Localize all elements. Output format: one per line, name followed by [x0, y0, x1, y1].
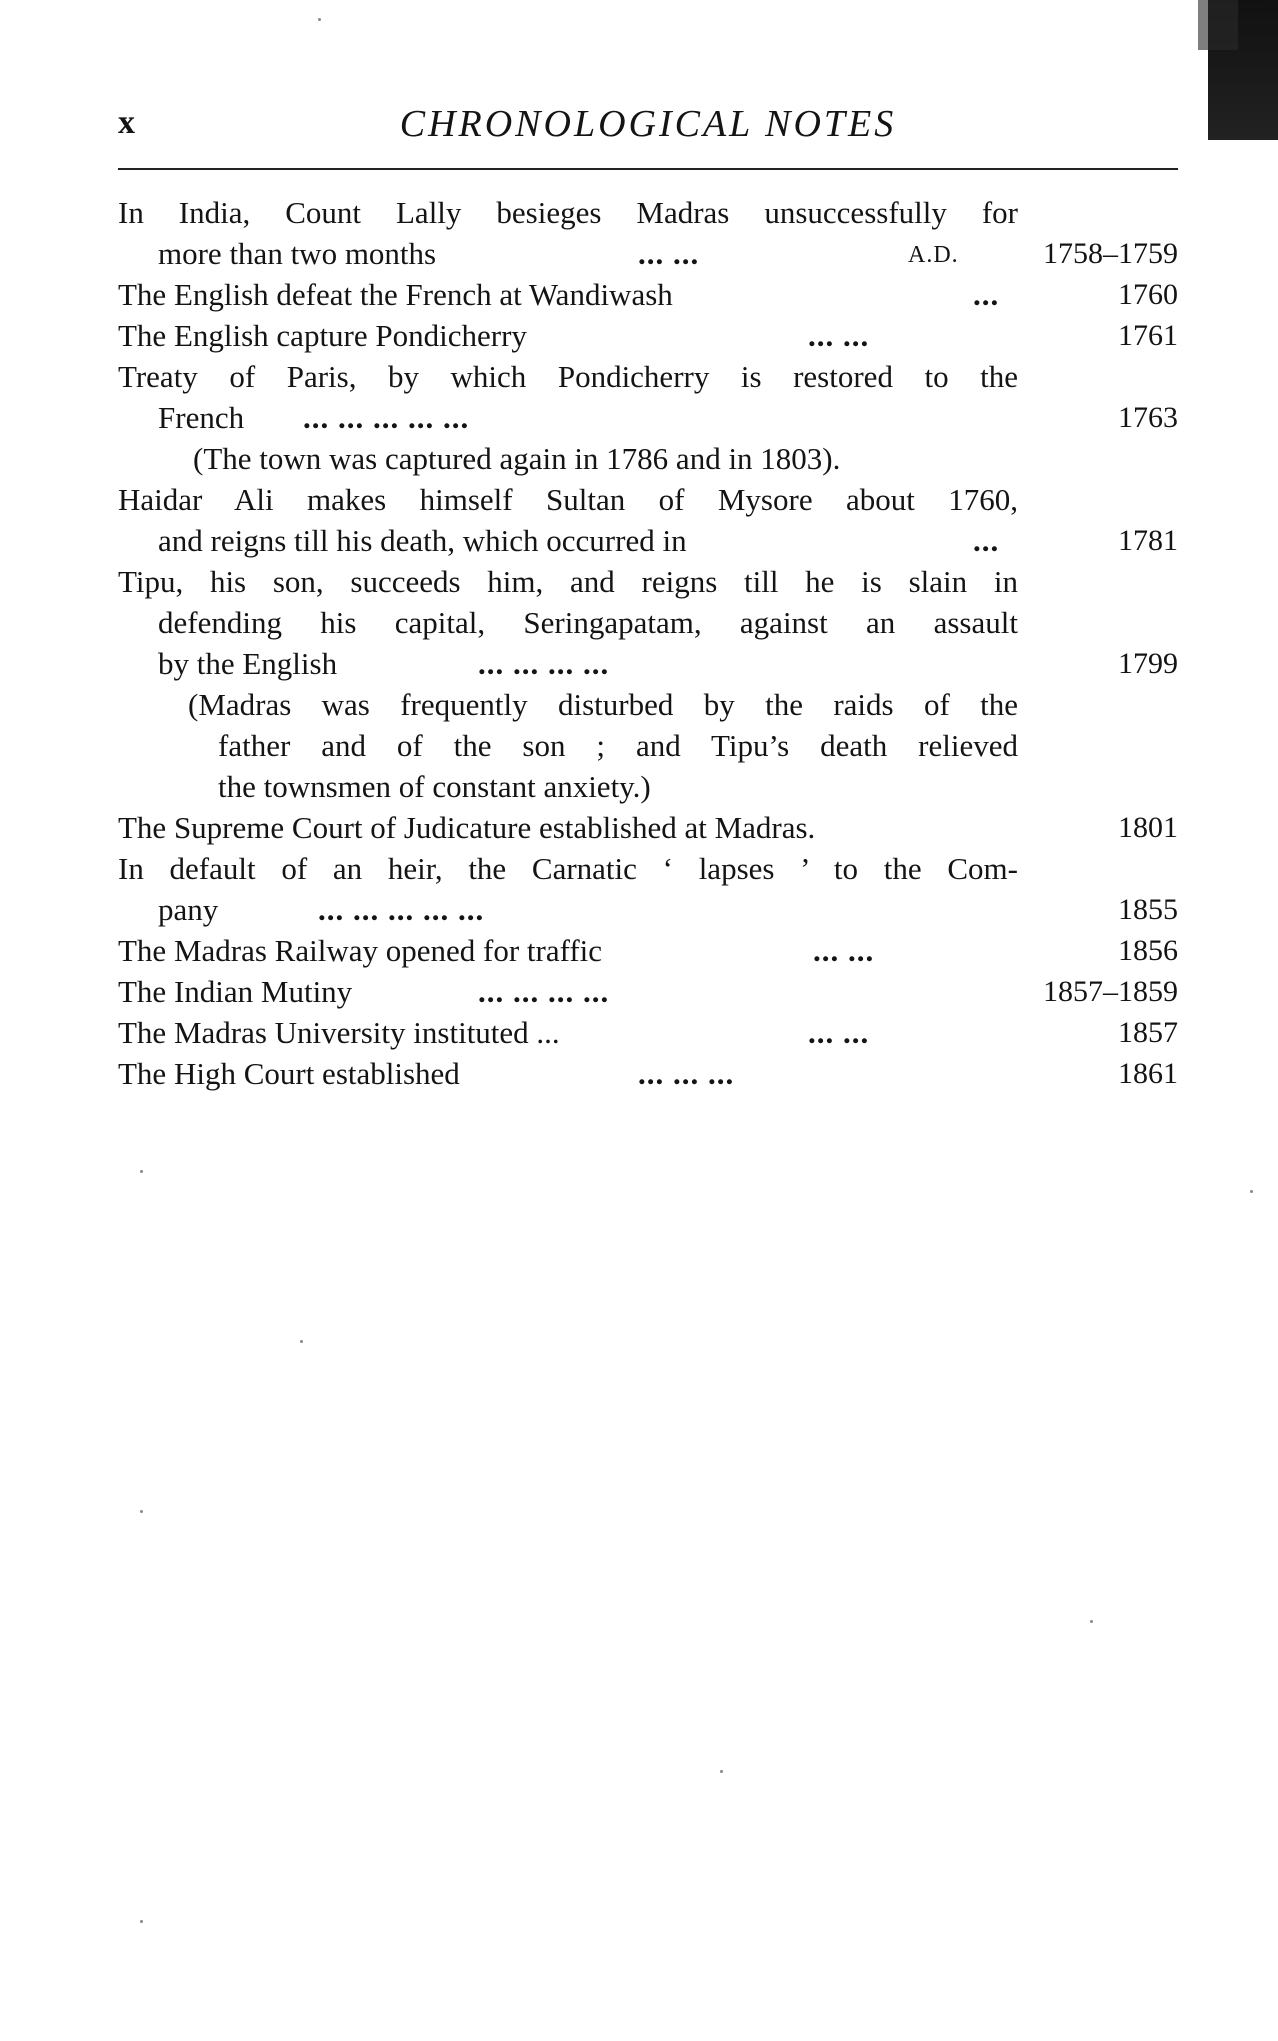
- chronology-entry: [118, 356, 1178, 438]
- entry-line: [118, 930, 1178, 971]
- chronology-entry: [118, 479, 1178, 561]
- entry-line: [118, 1012, 1178, 1053]
- chronology-entry: [118, 971, 1178, 1012]
- chronology-entry: [118, 274, 1178, 315]
- chronology-entry: [118, 848, 1178, 930]
- entry-year: 1760: [1118, 278, 1178, 311]
- scan-speck: [318, 18, 321, 21]
- entry-year: 1758–1759: [1043, 237, 1178, 270]
- entry-line: [118, 315, 1178, 356]
- entry-line: Haidar Ali makes himself Sultan of Mysore about 1760,: [118, 482, 1018, 517]
- scan-speck: [1090, 1620, 1093, 1623]
- dot-leader: ... ... ... ...: [478, 974, 610, 1009]
- dot-leader: ... ...: [808, 318, 870, 353]
- era-label: A.D.: [908, 242, 959, 268]
- entry-line-text: pany: [158, 892, 219, 927]
- running-title: CHRONOLOGICAL NOTES: [399, 103, 897, 145]
- chronology-list: [118, 192, 1178, 1094]
- page-header: [118, 98, 1178, 158]
- chronology-entry: [118, 807, 1178, 848]
- entry-line: [118, 643, 1178, 684]
- entry-line-text: The Supreme Court of Judicature established at Madras.: [118, 810, 816, 845]
- entry-year: 1763: [1118, 401, 1178, 434]
- scan-speck: [140, 1170, 143, 1173]
- page-number: x: [118, 104, 135, 141]
- note-line: (Madras was frequently disturbed by the raids of the: [188, 687, 1018, 722]
- entry-line-text: The Madras Railway opened for traffic: [118, 933, 603, 968]
- entry-line-text: The High Court established: [118, 1056, 460, 1091]
- entry-line-text: The English defeat the French at Wandiwash: [118, 277, 673, 312]
- entry-line: [118, 233, 1178, 274]
- entry-line: [118, 889, 1178, 930]
- entry-line: Tipu, his son, succeeds him, and reigns till he is slain in: [118, 564, 1018, 599]
- entry-line: defending his capital, Seringapatam, against an assault: [158, 605, 1018, 640]
- entry-line: [118, 971, 1178, 1012]
- chronology-entry: [118, 561, 1178, 684]
- entry-year: 1856: [1118, 934, 1178, 967]
- dot-leader: ... ... ... ... ...: [318, 892, 485, 927]
- entry-line-text: French: [158, 400, 245, 435]
- entry-line-text: The Indian Mutiny: [118, 974, 353, 1009]
- entry-line: [118, 1053, 1178, 1094]
- dot-leader: ...: [973, 523, 1000, 558]
- entry-line-text: The English capture Pondicherry: [118, 318, 527, 353]
- dot-leader: ...: [973, 277, 1000, 312]
- chronology-note: [118, 684, 1178, 807]
- scan-speck: [140, 1510, 143, 1513]
- note-line: father and of the son ; and Tipu’s death relieved: [218, 728, 1018, 763]
- entry-line: [118, 807, 1178, 848]
- chronology-entry: [118, 192, 1178, 274]
- entry-year: 1855: [1118, 893, 1178, 926]
- chronology-entry: [118, 1012, 1178, 1053]
- entry-line: [118, 520, 1178, 561]
- dot-leader: ... ... ... ...: [478, 646, 610, 681]
- entry-line-text: The Madras University instituted ...: [118, 1015, 560, 1050]
- header-rule: [118, 168, 1178, 170]
- entry-line-text: more than two months: [158, 236, 437, 271]
- chronology-entry: [118, 315, 1178, 356]
- entry-year: 1781: [1118, 524, 1178, 557]
- scan-speck: [1250, 1190, 1253, 1193]
- entry-year: 1801: [1118, 811, 1178, 844]
- dot-leader: ... ...: [808, 1015, 870, 1050]
- dot-leader: ... ...: [813, 933, 875, 968]
- entry-line: In India, Count Lally besieges Madras unsuccessfully for: [118, 195, 1018, 230]
- scan-speck: [140, 1920, 143, 1923]
- scan-speck: [720, 1770, 723, 1773]
- page-corner-notch: [1198, 0, 1238, 50]
- note-line: (The town was captured again in 1786 and in 1803).: [193, 441, 841, 476]
- dot-leader: ... ... ... ... ...: [303, 400, 470, 435]
- chronology-entry: [118, 1053, 1178, 1094]
- entry-year: 1857–1859: [1043, 975, 1178, 1008]
- chronology-note: [118, 438, 1178, 479]
- entry-line: [118, 274, 1178, 315]
- chronology-entry: [118, 930, 1178, 971]
- scan-speck: [300, 1340, 303, 1343]
- entry-line: Treaty of Paris, by which Pondicherry is restored to the: [118, 359, 1018, 394]
- entry-line: [118, 397, 1178, 438]
- entry-year: 1857: [1118, 1016, 1178, 1049]
- entry-line-text: and reigns till his death, which occurred in: [158, 523, 687, 558]
- entry-line: In default of an heir, the Carnatic ‘ lapses ’ to the Com-: [118, 851, 1018, 886]
- dot-leader: ... ...: [638, 236, 700, 271]
- note-line: the townsmen of constant anxiety.): [218, 769, 651, 804]
- dot-leader: ... ... ...: [638, 1056, 735, 1091]
- entry-line-text: by the English: [158, 646, 338, 681]
- entry-year: 1799: [1118, 647, 1178, 680]
- entry-year: 1861: [1118, 1057, 1178, 1090]
- entry-year: 1761: [1118, 319, 1178, 352]
